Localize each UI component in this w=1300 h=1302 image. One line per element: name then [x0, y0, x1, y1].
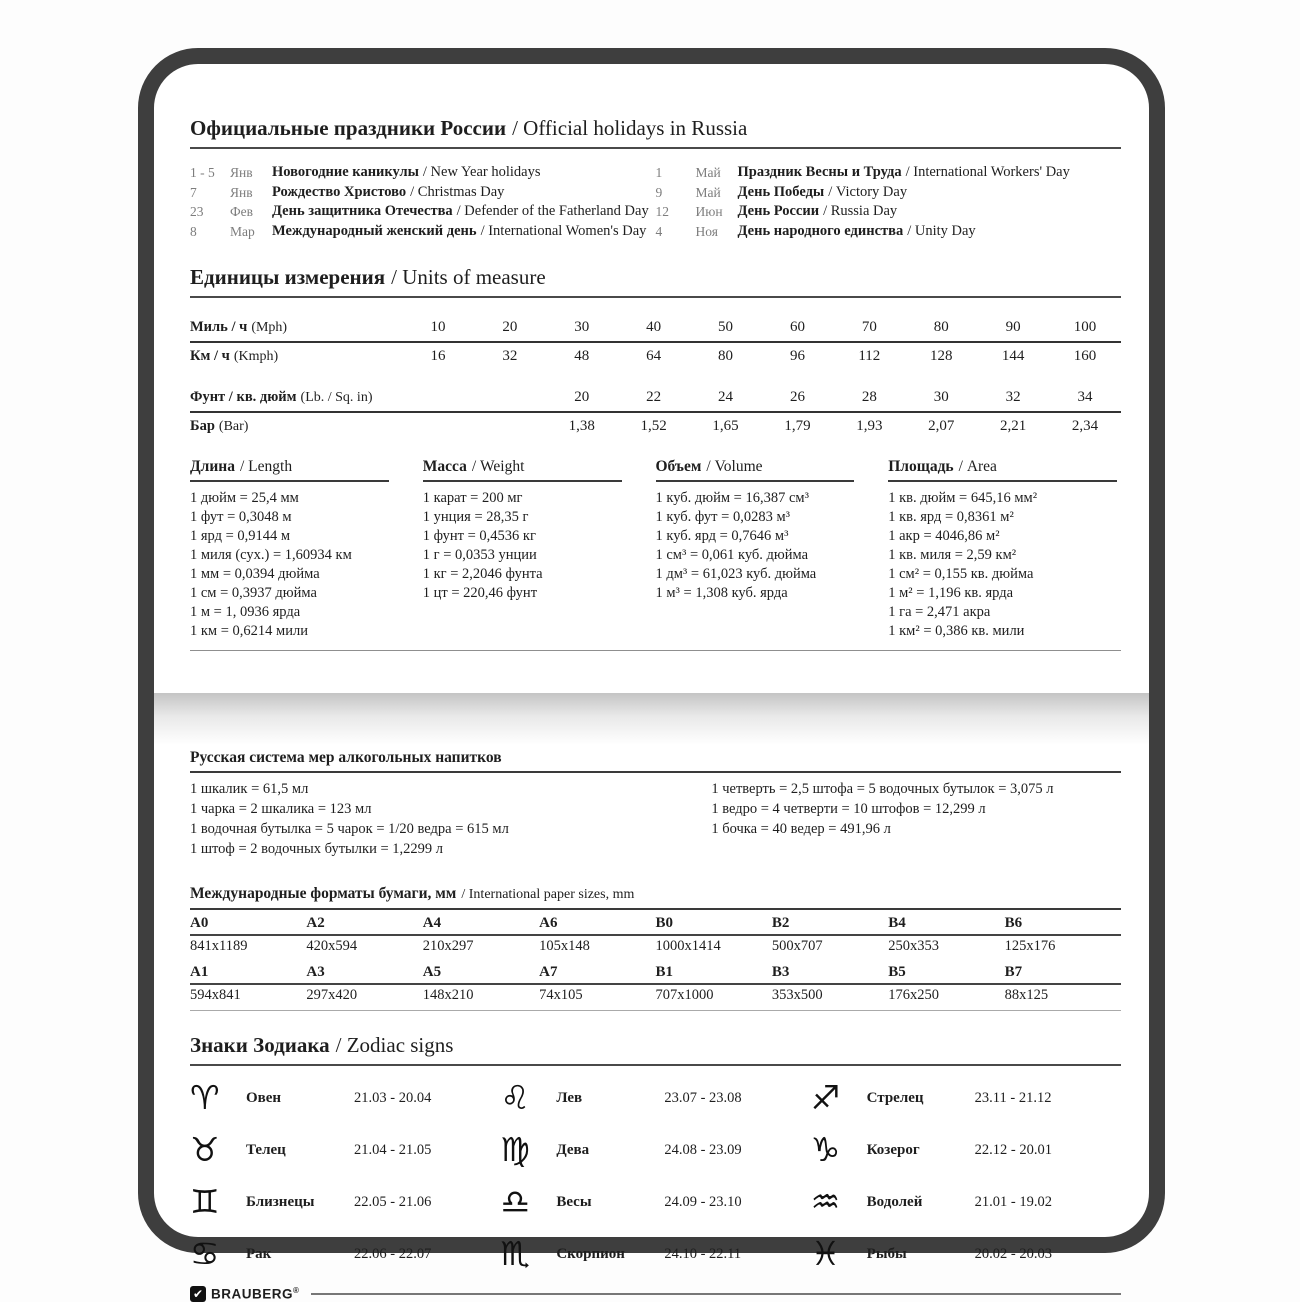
holidays-section: [190, 116, 1121, 241]
zodiac-name: Овен: [246, 1089, 282, 1106]
paper-size: 297x420: [306, 987, 358, 1003]
conversion-item: 1 унция = 28,35 г: [422, 509, 529, 525]
paper-title-ru: Международные форматы бумаги, мм: [190, 885, 457, 902]
zodiac-dates: 24.10 - 22.11: [664, 1245, 742, 1262]
volume-column-title: [656, 458, 855, 482]
zodiac-dates: 20.02 - 20.03: [974, 1245, 1052, 1262]
conversion-item: 1 куб. дюйм = 16,387 см³: [655, 490, 809, 506]
zodiac-grid: [190, 1078, 1121, 1274]
holiday-row: [656, 222, 1122, 242]
paper-format: B1: [655, 964, 674, 980]
alcohol-item: 1 шкалик = 61,5 мл: [190, 781, 309, 797]
zodiac-name: Рак: [246, 1245, 272, 1262]
holiday-name-ru: Праздник Весны и Труда: [737, 164, 902, 180]
holidays-left-column: [190, 163, 656, 241]
paper-format: B7: [1004, 964, 1023, 980]
section-rule: [190, 147, 1121, 149]
paper-sizes-section: [190, 885, 1121, 1011]
bar-value: 1,38: [568, 418, 595, 434]
paper-size: 1000x1414: [655, 938, 721, 954]
libra-icon: ♎: [500, 1182, 530, 1221]
conversion-item: 1 см = 0,3937 дюйма: [190, 585, 317, 601]
conversion-item: 1 м³ = 1,308 куб. ярда: [655, 585, 788, 601]
zodiac-dates: 21.04 - 21.05: [354, 1141, 432, 1158]
psi-value: 34: [1077, 389, 1093, 405]
weight-column: [423, 458, 656, 641]
holiday-month: Май: [695, 184, 721, 200]
mph-value: 70: [861, 319, 877, 335]
section-rule: [190, 1064, 1121, 1066]
conversion-item: 1 дм³ = 61,023 куб. дюйма: [655, 566, 817, 582]
kmph-value: 80: [718, 348, 734, 364]
paper-size: 707x1000: [655, 987, 714, 1003]
holiday-day: 12: [655, 204, 669, 219]
zodiac-title-en: / Zodiac signs: [335, 1033, 454, 1057]
mph-value: 10: [430, 319, 446, 335]
page-seam-shadow: [154, 693, 1149, 745]
mph-value: 30: [574, 319, 590, 335]
paper-format: A1: [190, 964, 209, 980]
alcohol-section: [190, 749, 1121, 859]
psi-value: 32: [1005, 389, 1021, 405]
table-bottom-rule: [190, 1010, 1121, 1011]
brand-name: [211, 1286, 299, 1302]
conversion-item: 1 миля (сух.) = 1,60934 км: [190, 547, 352, 563]
paper-size: 176x250: [888, 987, 939, 1003]
holiday-month: Мар: [230, 223, 255, 239]
bar-label-en: (Bar): [218, 419, 249, 434]
zodiac-dates: 21.03 - 20.04: [354, 1089, 432, 1106]
bar-value: 1,65: [712, 418, 739, 434]
holidays-list: [190, 163, 1121, 241]
zodiac-section: [190, 1033, 1121, 1274]
aquarius-icon: ♒: [810, 1182, 841, 1221]
kmph-value: 112: [858, 348, 881, 364]
kmph-value: 128: [929, 348, 953, 364]
kmph-value: 96: [789, 348, 805, 364]
conversion-item: 1 кв. миля = 2,59 км²: [888, 547, 1017, 563]
paper-format: A3: [306, 964, 325, 980]
paper-format: A5: [422, 964, 442, 980]
paper-size: 420x594: [306, 938, 358, 954]
volume-title-en: / Volume: [706, 458, 763, 475]
paper-format: B3: [771, 964, 790, 980]
alcohol-item: 1 ведро = 4 четверти = 10 штофов = 12,299 л: [711, 801, 986, 817]
holiday-month: Июн: [695, 204, 723, 219]
holiday-row: [656, 183, 1122, 203]
psi-value: 28: [861, 389, 877, 405]
paper-table: [190, 910, 1121, 1008]
units-title: [190, 265, 1121, 289]
zodiac-name: Рыбы: [866, 1245, 907, 1262]
weight-items: [423, 489, 622, 603]
conversion-item: 1 см² = 0,155 кв. дюйма: [888, 566, 1034, 582]
length-items: [190, 489, 389, 641]
zodiac-dates: 22.05 - 21.06: [354, 1193, 432, 1210]
holiday-day: 23: [190, 204, 204, 219]
taurus-icon: ♉: [190, 1130, 220, 1169]
volume-items: [656, 489, 855, 603]
zodiac-dates: 23.07 - 23.08: [664, 1089, 742, 1106]
section-rule: [190, 296, 1121, 298]
zodiac-entry-sagittarius: [811, 1078, 1121, 1118]
zodiac-entry-scorpio: [500, 1234, 810, 1274]
bar-value: 1,79: [784, 418, 811, 434]
mph-row: [190, 314, 1121, 343]
weight-title-ru: Масса: [422, 458, 467, 475]
conversion-columns: [190, 458, 1121, 641]
zodiac-name: Близнецы: [246, 1193, 315, 1210]
holiday-name: [738, 222, 1122, 242]
paper-format: B5: [888, 964, 906, 980]
kmph-value: 144: [1001, 348, 1025, 364]
paper-title: [190, 885, 1121, 904]
conversion-item: 1 кг = 2,2046 фунта: [422, 566, 543, 582]
capricorn-icon: ♑: [810, 1130, 841, 1169]
holiday-month: Ноя: [695, 223, 718, 239]
units-section: [190, 265, 1121, 651]
holidays-title-en: / Official holidays in Russia: [512, 116, 748, 140]
conversion-item: 1 кв. ярд = 0,8361 м²: [888, 509, 1014, 525]
gemini-icon: ♊: [190, 1182, 220, 1221]
virgo-icon: ♍: [500, 1130, 530, 1169]
paper-format: A4: [422, 915, 442, 931]
brand-footer: [190, 1286, 1121, 1302]
paper-size: 148x210: [422, 987, 474, 1003]
paper-format: A0: [190, 915, 209, 931]
holiday-name-en: / Defender of the Fatherland Day: [456, 203, 649, 219]
conversion-item: 1 км = 0,6214 мили: [190, 623, 308, 639]
alcohol-item: 1 водочная бутылка = 5 чарок = 1/20 ведра = 615 мл: [190, 821, 509, 837]
area-column-title: [888, 458, 1117, 482]
scorpio-icon: ♏: [500, 1234, 530, 1273]
volume-column: [656, 458, 889, 641]
paper-size: 500x707: [771, 938, 823, 954]
holiday-name-en: / Russia Day: [823, 203, 898, 219]
zodiac-entry-gemini: [190, 1182, 500, 1222]
kmph-value: 32: [502, 348, 518, 364]
alcohol-item: 1 штоф = 2 водочных бутылки = 1,2299 л: [190, 841, 443, 857]
holiday-name-ru: Новогодние каникулы: [272, 164, 419, 180]
alcohol-item: 1 чарка = 2 шкалика = 123 мл: [190, 801, 372, 817]
holiday-month: Янв: [230, 184, 253, 200]
area-items: [888, 489, 1117, 641]
paper-format: B2: [771, 915, 790, 931]
holiday-name-en: / Christmas Day: [410, 183, 505, 200]
kmph-value: 16: [430, 348, 446, 364]
area-column: [888, 458, 1121, 641]
area-title-en: / Area: [958, 458, 997, 475]
conversion-item: 1 мм = 0,0394 дюйма: [190, 566, 320, 582]
mph-label-ru: Миль / ч: [190, 319, 248, 335]
psi-row: [190, 384, 1121, 413]
psi-label-ru: Фунт / кв. дюйм: [190, 389, 297, 405]
paper-format: A2: [306, 915, 325, 931]
holiday-name-ru: Рождество Христово: [272, 183, 407, 200]
bar-value: 1,93: [856, 418, 883, 434]
bar-value: 2,34: [1071, 418, 1099, 434]
alcohol-item: 1 четверть = 2,5 штофа = 5 водочных бутылок = 3,075 л: [711, 781, 1054, 797]
mph-value: 40: [646, 319, 662, 335]
zodiac-entry-libra: [500, 1182, 810, 1222]
zodiac-entry-taurus: [190, 1130, 500, 1170]
paper-title-en: / International paper sizes, mm: [461, 887, 635, 902]
psi-label-en: (Lb. / Sq. in): [300, 390, 373, 405]
mph-value: 60: [789, 319, 805, 335]
conversion-item: 1 фут = 0,3048 м: [190, 509, 292, 525]
bar-value: 2,07: [928, 418, 955, 434]
registered-mark: ®: [293, 1286, 300, 1296]
zodiac-name: Водолей: [866, 1193, 923, 1210]
conversion-item: 1 м² = 1,196 кв. ярда: [888, 585, 1014, 601]
holiday-row: [190, 202, 656, 222]
paper-size: 74x105: [539, 987, 583, 1003]
zodiac-entry-virgo: [500, 1130, 810, 1170]
zodiac-entry-capricorn: [811, 1130, 1121, 1170]
alcohol-item: 1 бочка = 40 ведер = 491,96 л: [711, 821, 891, 837]
holidays-title-ru: Официальные праздники России: [190, 116, 507, 140]
paper-format: B0: [655, 915, 674, 931]
zodiac-name: Стрелец: [866, 1089, 924, 1106]
zodiac-dates: 22.06 - 22.07: [354, 1245, 432, 1262]
kmph-label-en: (Kmph): [233, 349, 279, 364]
holiday-name-ru: День России: [737, 203, 820, 219]
zodiac-title-ru: Знаки Зодиака: [190, 1033, 330, 1057]
psi-value: 22: [646, 389, 662, 405]
units-title-ru: Единицы измерения: [190, 265, 386, 289]
volume-title-ru: Объем: [655, 458, 702, 475]
weight-title-en: / Weight: [471, 458, 525, 475]
kmph-label: [190, 347, 402, 366]
mph-value: 80: [933, 319, 949, 335]
pisces-icon: ♓: [810, 1234, 841, 1273]
holiday-day: 1: [655, 165, 663, 180]
conversion-item: 1 см³ = 0,061 куб. дюйма: [655, 547, 809, 563]
holiday-day: 1 - 5: [190, 165, 215, 180]
zodiac-dates: 23.11 - 21.12: [974, 1089, 1052, 1106]
holiday-day: 9: [655, 184, 663, 200]
zodiac-name: Лев: [556, 1089, 583, 1106]
conversion-item: 1 км² = 0,386 кв. мили: [888, 623, 1025, 639]
holiday-day: 8: [190, 223, 197, 239]
holiday-row: [190, 222, 656, 242]
zodiac-entry-cancer: [190, 1234, 500, 1274]
holiday-name: [272, 163, 656, 183]
mph-label-en: (Mph): [251, 320, 288, 335]
kmph-value: 48: [574, 348, 590, 364]
weight-column-title: [423, 458, 622, 482]
zodiac-entry-leo: [500, 1078, 810, 1118]
mph-value: 20: [502, 319, 518, 335]
holiday-name: [272, 202, 656, 222]
psi-value: 20: [574, 389, 590, 405]
conversion-item: 1 г = 0,0353 унции: [422, 547, 537, 563]
brand-name-text: BRAUBERG: [211, 1286, 294, 1302]
pressure-table: [190, 384, 1121, 440]
section-rule: [190, 771, 1121, 773]
zodiac-title: [190, 1033, 1121, 1057]
alcohol-list: [190, 779, 1121, 859]
length-title-en: / Length: [239, 458, 293, 475]
psi-value: 26: [789, 389, 805, 405]
units-title-en: / Units of measure: [391, 265, 546, 289]
conversion-item: 1 цт = 220,46 фунт: [422, 585, 538, 601]
holiday-name: [738, 202, 1122, 222]
holiday-name-ru: День народного единства: [737, 222, 904, 239]
conversion-item: 1 дюйм = 25,4 мм: [190, 490, 299, 506]
kmph-value: 64: [646, 348, 662, 364]
page-content: [154, 64, 1149, 1302]
zodiac-dates: 24.09 - 23.10: [664, 1193, 742, 1210]
zodiac-name: Телец: [246, 1141, 286, 1158]
holiday-month: Май: [695, 165, 721, 180]
conversion-item: 1 фунт = 0,4536 кг: [422, 528, 536, 544]
kmph-row: [190, 343, 1121, 370]
zodiac-dates: 21.01 - 19.02: [974, 1193, 1052, 1210]
holidays-title: [190, 116, 1121, 140]
mph-label: [190, 318, 402, 337]
paper-size: 250x353: [888, 938, 939, 954]
holiday-row: [656, 163, 1122, 183]
section-end-rule: [190, 650, 1121, 651]
psi-label: [190, 388, 402, 407]
zodiac-entry-aries: [190, 1078, 500, 1118]
holiday-name: [272, 222, 656, 242]
sagittarius-icon: ♐: [810, 1078, 841, 1117]
paper-format: A6: [539, 915, 558, 931]
paper-format: B6: [1004, 915, 1023, 931]
length-title-ru: Длина: [190, 458, 235, 475]
holiday-month: Фев: [230, 204, 254, 219]
holiday-name-ru: День защитника Отечества: [272, 203, 453, 219]
paper-format: A7: [539, 964, 558, 980]
mph-value: 90: [1005, 319, 1021, 335]
speed-table: [190, 314, 1121, 370]
brauberg-checkmark-icon: ✔: [190, 1286, 206, 1302]
bar-label-ru: Бар: [190, 418, 215, 434]
zodiac-name: Дева: [556, 1141, 590, 1158]
holiday-name-ru: Международный женский день: [272, 222, 477, 239]
zodiac-entry-pisces: [811, 1234, 1121, 1274]
holiday-row: [656, 202, 1122, 222]
kmph-label-ru: Км / ч: [190, 348, 230, 364]
holiday-name-en: / New Year holidays: [422, 164, 541, 180]
bar-value: 1,52: [640, 418, 667, 434]
cancer-icon: ♋: [190, 1234, 220, 1273]
length-column: [190, 458, 423, 641]
bar-label: [190, 417, 402, 436]
zodiac-name: Козерог: [866, 1141, 920, 1158]
holidays-right-column: [656, 163, 1122, 241]
conversion-item: 1 куб. ярд = 0,7646 м³: [655, 528, 789, 544]
paper-size: 125x176: [1004, 938, 1056, 954]
conversion-item: 1 ярд = 0,9144 м: [190, 528, 291, 544]
paper-size: 105x148: [539, 938, 590, 954]
conversion-item: 1 акр = 4046,86 м²: [888, 528, 1000, 544]
holiday-name: [272, 183, 656, 203]
holiday-row: [190, 183, 656, 203]
bar-value: 2,21: [1000, 418, 1027, 434]
zodiac-dates: 22.12 - 20.01: [974, 1141, 1052, 1158]
mph-value: 50: [718, 319, 734, 335]
holiday-day: 4: [655, 223, 663, 239]
holiday-name-en: / International Workers' Day: [905, 164, 1070, 180]
paper-size: 353x500: [771, 987, 823, 1003]
paper-format: B4: [888, 915, 906, 931]
paper-size: 594x841: [190, 987, 241, 1003]
footer-line: [311, 1293, 1121, 1295]
leo-icon: ♌: [500, 1078, 530, 1117]
holiday-month: Янв: [230, 165, 253, 180]
paper-size: 88x125: [1004, 987, 1049, 1003]
conversion-item: 1 карат = 200 мг: [422, 490, 523, 506]
area-title-ru: Площадь: [888, 458, 954, 475]
psi-value: 24: [718, 389, 734, 405]
alcohol-right-column: [711, 779, 1121, 859]
psi-value: 30: [933, 389, 949, 405]
zodiac-entry-aquarius: [811, 1182, 1121, 1222]
holiday-name: [738, 163, 1122, 183]
mph-value: 100: [1073, 319, 1097, 335]
holiday-name-en: / International Women's Day: [480, 222, 647, 239]
holiday-day: 7: [190, 184, 197, 200]
holiday-name: [738, 183, 1122, 203]
paper-size: 210x297: [422, 938, 474, 954]
holiday-name-en: / Unity Day: [907, 222, 976, 239]
holiday-name-en: / Victory Day: [828, 183, 908, 200]
conversion-item: 1 га = 2,471 акра: [888, 604, 991, 620]
length-column-title: [190, 458, 389, 482]
zodiac-name: Весы: [556, 1193, 592, 1210]
holiday-name-ru: День Победы: [737, 183, 825, 200]
spacer: [190, 370, 1121, 384]
conversion-item: 1 куб. фут = 0,0283 м³: [655, 509, 790, 525]
planner-page-frame: [138, 48, 1165, 1302]
bar-row: [190, 413, 1121, 440]
conversion-item: 1 кв. дюйм = 645,16 мм²: [888, 490, 1038, 506]
alcohol-title: Русская система мер алкогольных напитков: [190, 749, 502, 766]
alcohol-left-column: [190, 779, 711, 859]
aries-icon: ♈: [190, 1078, 220, 1117]
kmph-value: 160: [1073, 348, 1097, 364]
zodiac-name: Скорпион: [556, 1245, 625, 1262]
zodiac-dates: 24.08 - 23.09: [664, 1141, 742, 1158]
conversion-item: 1 м = 1, 0936 ярда: [190, 604, 301, 620]
paper-size: 841x1189: [190, 938, 248, 954]
holiday-row: [190, 163, 656, 183]
